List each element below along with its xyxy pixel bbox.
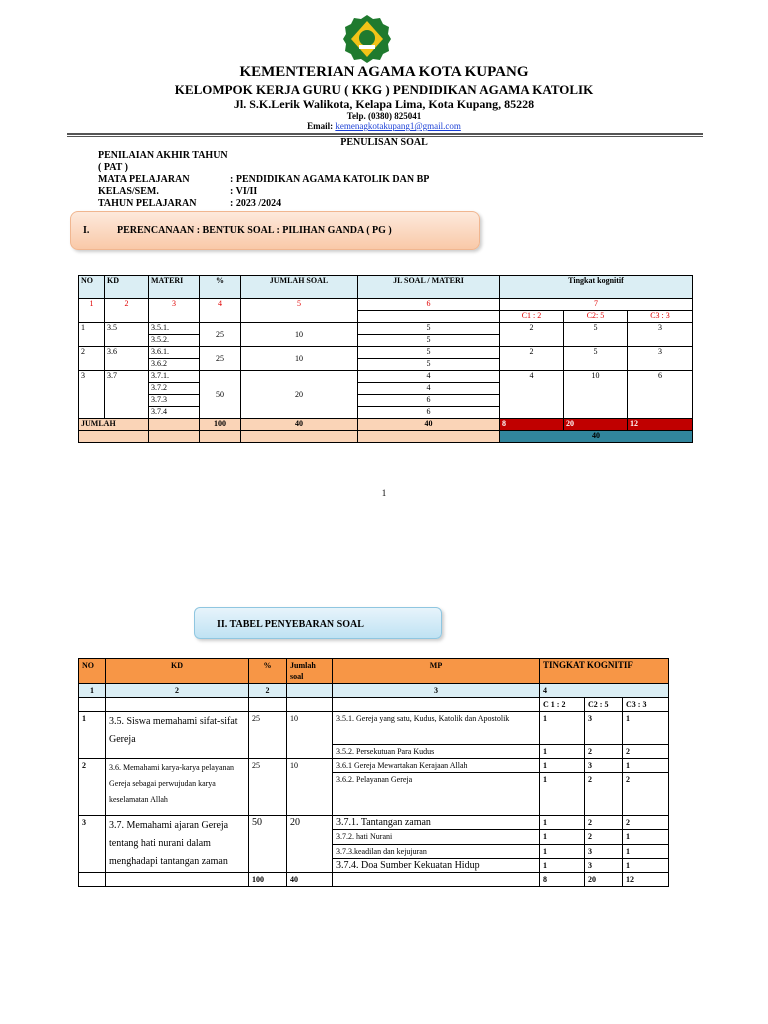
col-tingkat-kognitif: Tingkat kognitif	[500, 276, 693, 299]
num-cell: 4	[540, 684, 669, 698]
row-c3: 1	[623, 858, 669, 872]
col-jumlah-soal: JUMLAH SOAL	[241, 276, 358, 299]
row-no: 3	[79, 371, 105, 419]
num-cell: 2	[105, 299, 149, 323]
header-divider	[67, 133, 703, 135]
cog-c1: C1 : 2	[500, 311, 564, 323]
row-mp: 3.6.2. Pelayanan Gereja	[333, 773, 540, 816]
col-jumlah-soal: Jumlah soal	[287, 659, 333, 684]
table-row	[79, 347, 693, 359]
row-mp: 3.7.4. Doa Sumber Kekuatan Hidup	[333, 858, 540, 872]
row-mp: 3.5.1. Gereja yang satu, Kudus, Katolik dan Apostolik	[333, 712, 540, 745]
row-no: 2	[79, 347, 105, 371]
row-c2: 3	[585, 858, 623, 872]
num-cell: 1	[79, 684, 106, 698]
cog-c2: C2: 5	[564, 311, 628, 323]
column-number-row	[79, 299, 693, 311]
section-planning-heading	[70, 211, 480, 250]
table-row	[79, 712, 669, 745]
row-kd: 3.7	[105, 371, 149, 419]
row-c2: 10	[564, 371, 628, 419]
section-label: II. TABEL PENYEBARAN SOAL	[217, 619, 364, 630]
row-mp: 3.7.2. hati Nurani	[333, 830, 540, 844]
table-row	[79, 759, 669, 773]
page-number: 1	[381, 488, 387, 498]
ministry-emblem-icon	[342, 14, 392, 64]
row-jumlah: 10	[241, 347, 358, 371]
info-value: : PENDIDIKAN AGAMA KATOLIK DAN BP	[230, 174, 430, 185]
row-c3: 2	[623, 773, 669, 816]
grand-total-row	[79, 431, 693, 443]
empty-cell	[358, 431, 500, 443]
empty-cell	[79, 431, 149, 443]
row-c1: 1	[540, 844, 585, 858]
row-percent: 25	[200, 347, 241, 371]
info-row	[98, 198, 429, 210]
info-row	[98, 150, 429, 174]
row-c1: 1	[540, 858, 585, 872]
info-row	[98, 186, 429, 198]
row-c2: 5	[564, 347, 628, 371]
row-jl: 5	[358, 359, 500, 371]
table-row	[79, 323, 693, 335]
empty-cell	[333, 873, 540, 887]
num-cell: 3	[149, 299, 200, 323]
col-tingkat-kognitif: TINGKAT KOGNITIF	[540, 659, 669, 684]
info-key: MATA PELAJARAN	[98, 174, 190, 185]
total-c2: 20	[564, 419, 628, 431]
email-link[interactable]: kemenagkotakupang1@gmail.com	[335, 121, 461, 131]
planning-table	[78, 275, 693, 443]
row-c3: 1	[623, 844, 669, 858]
row-mp: 3.7.3.keadilan dan kejujuran	[333, 844, 540, 858]
row-no: 1	[79, 323, 105, 347]
distribution-table	[78, 658, 669, 887]
row-c1: 1	[540, 830, 585, 844]
row-jumlah: 20	[241, 371, 358, 419]
row-jl: 4	[358, 371, 500, 383]
num-cell: 2	[106, 684, 249, 698]
empty-cell	[333, 698, 540, 712]
row-percent: 25	[249, 712, 287, 759]
row-jl: 4	[358, 383, 500, 395]
row-jl: 5	[358, 323, 500, 335]
row-materi: 3.5.2.	[149, 335, 200, 347]
table-row	[79, 371, 693, 383]
total-row	[79, 419, 693, 431]
cog-c1: C 1 : 2	[540, 698, 585, 712]
col-materi: MATERI	[149, 276, 200, 299]
total-c2: 20	[585, 873, 623, 887]
info-value: : 2023 /2024	[230, 198, 282, 209]
row-no: 1	[79, 712, 106, 759]
total-percent: 100	[249, 873, 287, 887]
row-c3: 1	[623, 830, 669, 844]
row-kd: 3.6. Memahami karya-karya pelayanan Gereja sebagai perwujudan karya keselamatan Allah	[106, 759, 249, 816]
col-jl-soal-materi: JL SOAL / MATERI	[358, 276, 500, 299]
col-percent: %	[249, 659, 287, 684]
row-c2: 3	[585, 844, 623, 858]
row-jumlah: 20	[287, 816, 333, 873]
total-jumlah: 40	[287, 873, 333, 887]
row-c2: 3	[585, 759, 623, 773]
empty-cell	[249, 698, 287, 712]
row-mp: 3.5.2. Persekutuan Para Kudus	[333, 745, 540, 759]
row-c2: 5	[564, 323, 628, 347]
header-kkg: KELOMPOK KERJA GURU ( KKG ) PENDIDIKAN AGAMA KATOLIK	[174, 82, 594, 97]
row-kd: 3.5. Siswa memahami sifat-sifat Gereja	[106, 712, 249, 759]
row-c1: 1	[540, 712, 585, 745]
total-c3: 12	[628, 419, 693, 431]
row-c2: 2	[585, 745, 623, 759]
empty-cell	[79, 698, 106, 712]
header-ministry: KEMENTERIAN AGAMA KOTA KUPANG	[239, 64, 529, 80]
num-cell: 4	[200, 299, 241, 323]
row-percent: 50	[249, 816, 287, 873]
section-number: I.	[83, 225, 90, 236]
row-percent: 25	[249, 759, 287, 816]
row-c1: 1	[540, 745, 585, 759]
row-c2: 2	[585, 830, 623, 844]
total-percent: 100	[200, 419, 241, 431]
row-c3: 1	[623, 712, 669, 745]
row-percent: 50	[200, 371, 241, 419]
info-key: PENILAIAN AKHIR TAHUN ( PAT )	[98, 150, 228, 173]
cog-c3: C3 : 3	[623, 698, 669, 712]
grand-total: 40	[500, 431, 693, 443]
section-label: PERENCANAAN : BENTUK SOAL : PILIHAN GANDA ( PG )	[117, 225, 392, 236]
num-cell: 3	[333, 684, 540, 698]
row-c3: 1	[623, 759, 669, 773]
cog-c2: C2 : 5	[585, 698, 623, 712]
email-label: Email:	[307, 121, 336, 131]
total-jl: 40	[358, 419, 500, 431]
page-title: PENULISAN SOAL	[340, 137, 428, 148]
empty-cell	[106, 873, 249, 887]
info-key: TAHUN PELAJARAN	[98, 198, 197, 209]
row-kd: 3.7. Memahami ajaran Gereja tentang hati nurani dalam menghadapi tantangan zaman	[106, 816, 249, 873]
row-no: 2	[79, 759, 106, 816]
row-c1: 1	[540, 816, 585, 830]
row-materi: 3.6.1.	[149, 347, 200, 359]
row-jl: 5	[358, 347, 500, 359]
info-row	[98, 174, 429, 186]
row-kd: 3.6	[105, 347, 149, 371]
row-c3: 6	[628, 371, 693, 419]
empty-cell	[358, 311, 500, 323]
row-c2: 3	[585, 712, 623, 745]
info-key: KELAS/SEM.	[98, 186, 159, 197]
section-distribution-heading	[194, 607, 442, 639]
total-c1: 8	[500, 419, 564, 431]
header-email-line	[0, 121, 768, 131]
col-percent: %	[200, 276, 241, 299]
header-telp: Telp. (0380) 825041	[346, 111, 422, 121]
empty-cell	[241, 431, 358, 443]
row-materi: 3.5.1.	[149, 323, 200, 335]
empty-cell	[149, 431, 200, 443]
total-c1: 8	[540, 873, 585, 887]
total-jumlah: 40	[241, 419, 358, 431]
row-materi: 3.6.2	[149, 359, 200, 371]
row-c3: 2	[623, 745, 669, 759]
col-kd: KD	[106, 659, 249, 684]
total-row	[79, 873, 669, 887]
col-no: NO	[79, 659, 106, 684]
row-jumlah: 10	[287, 712, 333, 759]
table-header-row	[79, 659, 669, 684]
row-c1: 1	[540, 759, 585, 773]
exam-info	[98, 150, 429, 210]
cog-c3: C3 : 3	[628, 311, 693, 323]
empty-cell	[287, 684, 333, 698]
row-c3: 2	[623, 816, 669, 830]
num-cell: 1	[79, 299, 105, 323]
row-jumlah: 10	[241, 323, 358, 347]
table-header-row	[79, 276, 693, 299]
table-row	[79, 816, 669, 830]
empty-cell	[287, 698, 333, 712]
row-c2: 2	[585, 773, 623, 816]
info-value: : VI/II	[230, 186, 258, 197]
empty-cell	[106, 698, 249, 712]
col-kd: KD	[105, 276, 149, 299]
col-mp: MP	[333, 659, 540, 684]
empty-cell	[79, 873, 106, 887]
row-c1: 1	[540, 773, 585, 816]
row-materi: 3.7.2	[149, 383, 200, 395]
row-mp: 3.6.1 Gereja Mewartakan Kerajaan Allah	[333, 759, 540, 773]
row-c1: 2	[500, 347, 564, 371]
row-c1: 2	[500, 323, 564, 347]
row-c1: 4	[500, 371, 564, 419]
column-number-row	[79, 684, 669, 698]
row-no: 3	[79, 816, 106, 873]
num-cell: 7	[500, 299, 693, 311]
header-address: Jl. S.K.Lerik Walikota, Kelapa Lima, Kota Kupang, 85228	[233, 97, 535, 111]
empty-cell	[200, 431, 241, 443]
num-cell: 5	[241, 299, 358, 323]
num-cell: 2	[249, 684, 287, 698]
total-c3: 12	[623, 873, 669, 887]
empty-cell	[149, 419, 200, 431]
row-c3: 3	[628, 323, 693, 347]
row-jl: 6	[358, 407, 500, 419]
row-jl: 6	[358, 395, 500, 407]
row-mp: 3.7.1. Tantangan zaman	[333, 816, 540, 830]
row-jl: 5	[358, 335, 500, 347]
row-kd: 3.5	[105, 323, 149, 347]
row-materi: 3.7.3	[149, 395, 200, 407]
row-c3: 3	[628, 347, 693, 371]
row-percent: 25	[200, 323, 241, 347]
row-materi: 3.7.1.	[149, 371, 200, 383]
total-label: JUMLAH	[79, 419, 149, 431]
row-materi: 3.7.4	[149, 407, 200, 419]
col-no: NO	[79, 276, 105, 299]
cognitive-level-row	[79, 698, 669, 712]
row-jumlah: 10	[287, 759, 333, 816]
row-c2: 2	[585, 816, 623, 830]
num-cell: 6	[358, 299, 500, 311]
